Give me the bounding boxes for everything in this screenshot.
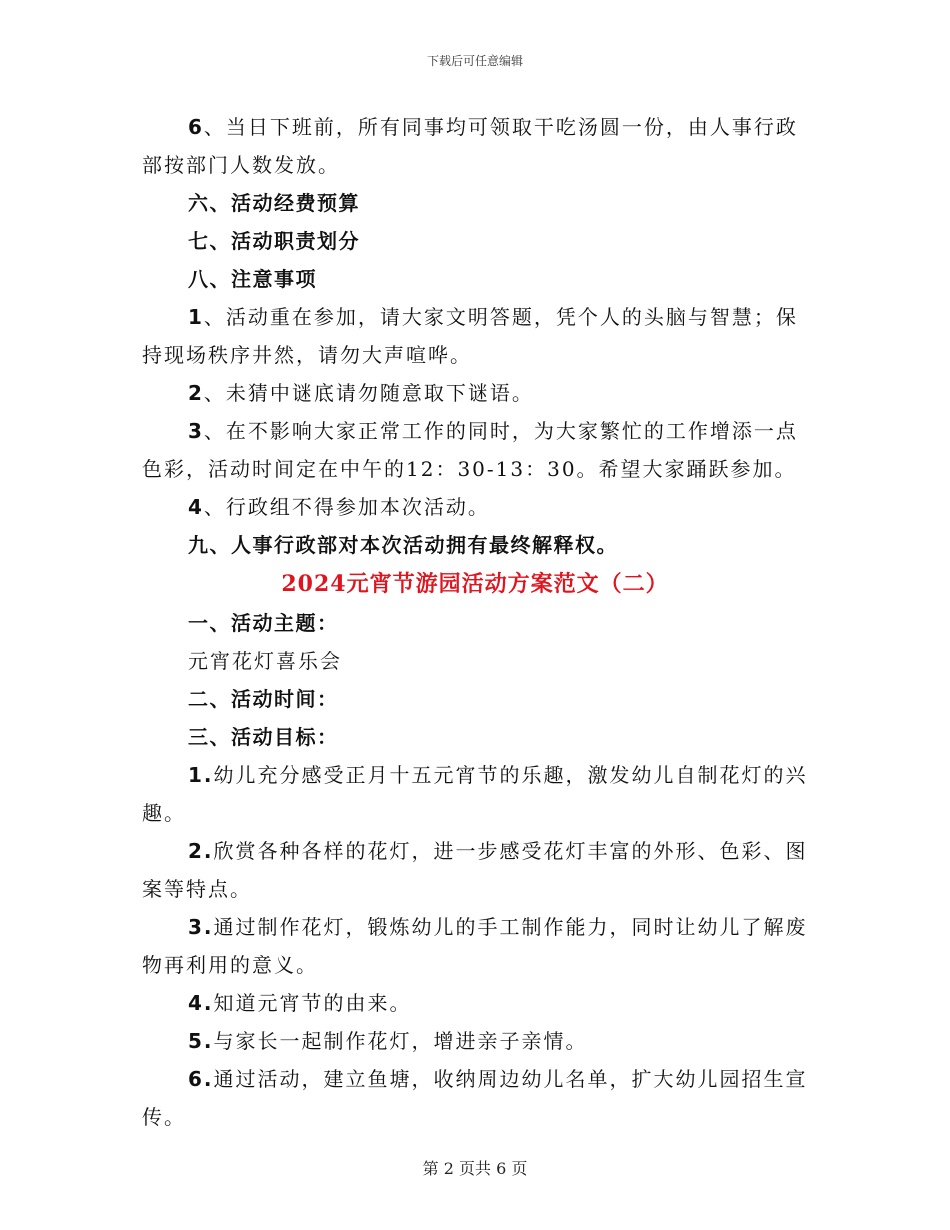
- heading-notes: 八、注意事项: [188, 267, 317, 291]
- paragraph-note-2: [142, 374, 808, 412]
- paragraph-note-4: [142, 488, 808, 526]
- paragraph-text: 、行政组不得参加本次活动。: [203, 495, 490, 519]
- paragraph-text: 、活动重在参加，请大家文明答题，凭个人的头脑与智慧；保持现场秩序井然，请勿大声喧哗。: [142, 305, 798, 367]
- heading-goals: 三、活动目标：: [188, 725, 339, 749]
- item-number: 6: [188, 115, 204, 139]
- document-body: [142, 108, 808, 1136]
- goal-item-2: [142, 832, 808, 908]
- page-footer: 第 2 页共 6 页: [422, 1159, 528, 1178]
- item-number: 3.: [188, 915, 214, 939]
- paragraph-note-1: [142, 298, 808, 374]
- paragraph-text: 幼儿充分感受正月十五元宵节的乐趣，激发幼儿自制花灯的兴趣。: [142, 763, 808, 825]
- paragraph-item-6: [142, 108, 808, 184]
- item-number: 2.: [188, 839, 214, 863]
- section-title: 2024元宵节游园活动方案范文（二）: [281, 571, 669, 597]
- goal-item-1: [142, 756, 808, 832]
- goal-item-4: [142, 984, 808, 1022]
- paragraph-note-3: [142, 412, 808, 488]
- heading-time: 二、活动时间：: [188, 687, 339, 711]
- heading-theme: 一、活动主题：: [188, 611, 339, 635]
- item-number: 1: [188, 305, 204, 329]
- item-number: 1.: [188, 763, 214, 787]
- paragraph-text: 通过活动，建立鱼塘，收纳周边幼儿名单，扩大幼儿园招生宣传。: [142, 1067, 808, 1129]
- item-number: 4.: [188, 991, 214, 1015]
- heading-interpretation: 九、人事行政部对本次活动拥有最终解释权。: [188, 533, 618, 557]
- paragraph-text: 与家长一起制作花灯，增进亲子亲情。: [213, 1029, 588, 1053]
- page-header: 下载后可任意编辑: [426, 54, 523, 68]
- item-number: 4: [188, 495, 204, 519]
- item-number: 2: [188, 381, 204, 405]
- paragraph-text: 、当日下班前，所有同事均可领取干吃汤圆一份，由人事行政部按部门人数发放。: [142, 115, 798, 177]
- item-number: 3: [188, 419, 204, 443]
- item-number: 5.: [188, 1029, 214, 1053]
- heading-responsibilities: 七、活动职责划分: [188, 229, 360, 253]
- goal-item-6: [142, 1060, 808, 1136]
- heading-budget: 六、活动经费预算: [188, 191, 360, 215]
- theme-text: 元宵花灯喜乐会: [188, 649, 342, 673]
- paragraph-text: 欣赏各种各样的花灯，进一步感受花灯丰富的外形、色彩、图案等特点。: [142, 839, 808, 901]
- paragraph-text: 通过制作花灯，锻炼幼儿的手工制作能力，同时让幼儿了解废物再利用的意义。: [142, 915, 808, 977]
- goal-item-3: [142, 908, 808, 984]
- paragraph-text: 知道元宵节的由来。: [213, 991, 412, 1015]
- goal-item-5: [142, 1022, 808, 1060]
- paragraph-text: 、在不影响大家正常工作的同时，为大家繁忙的工作增添一点色彩，活动时间定在中午的12：30-13：30。希望大家踊跃参加。: [142, 419, 798, 481]
- paragraph-text: 、未猜中谜底请勿随意取下谜语。: [203, 381, 534, 405]
- item-number: 6.: [188, 1067, 214, 1091]
